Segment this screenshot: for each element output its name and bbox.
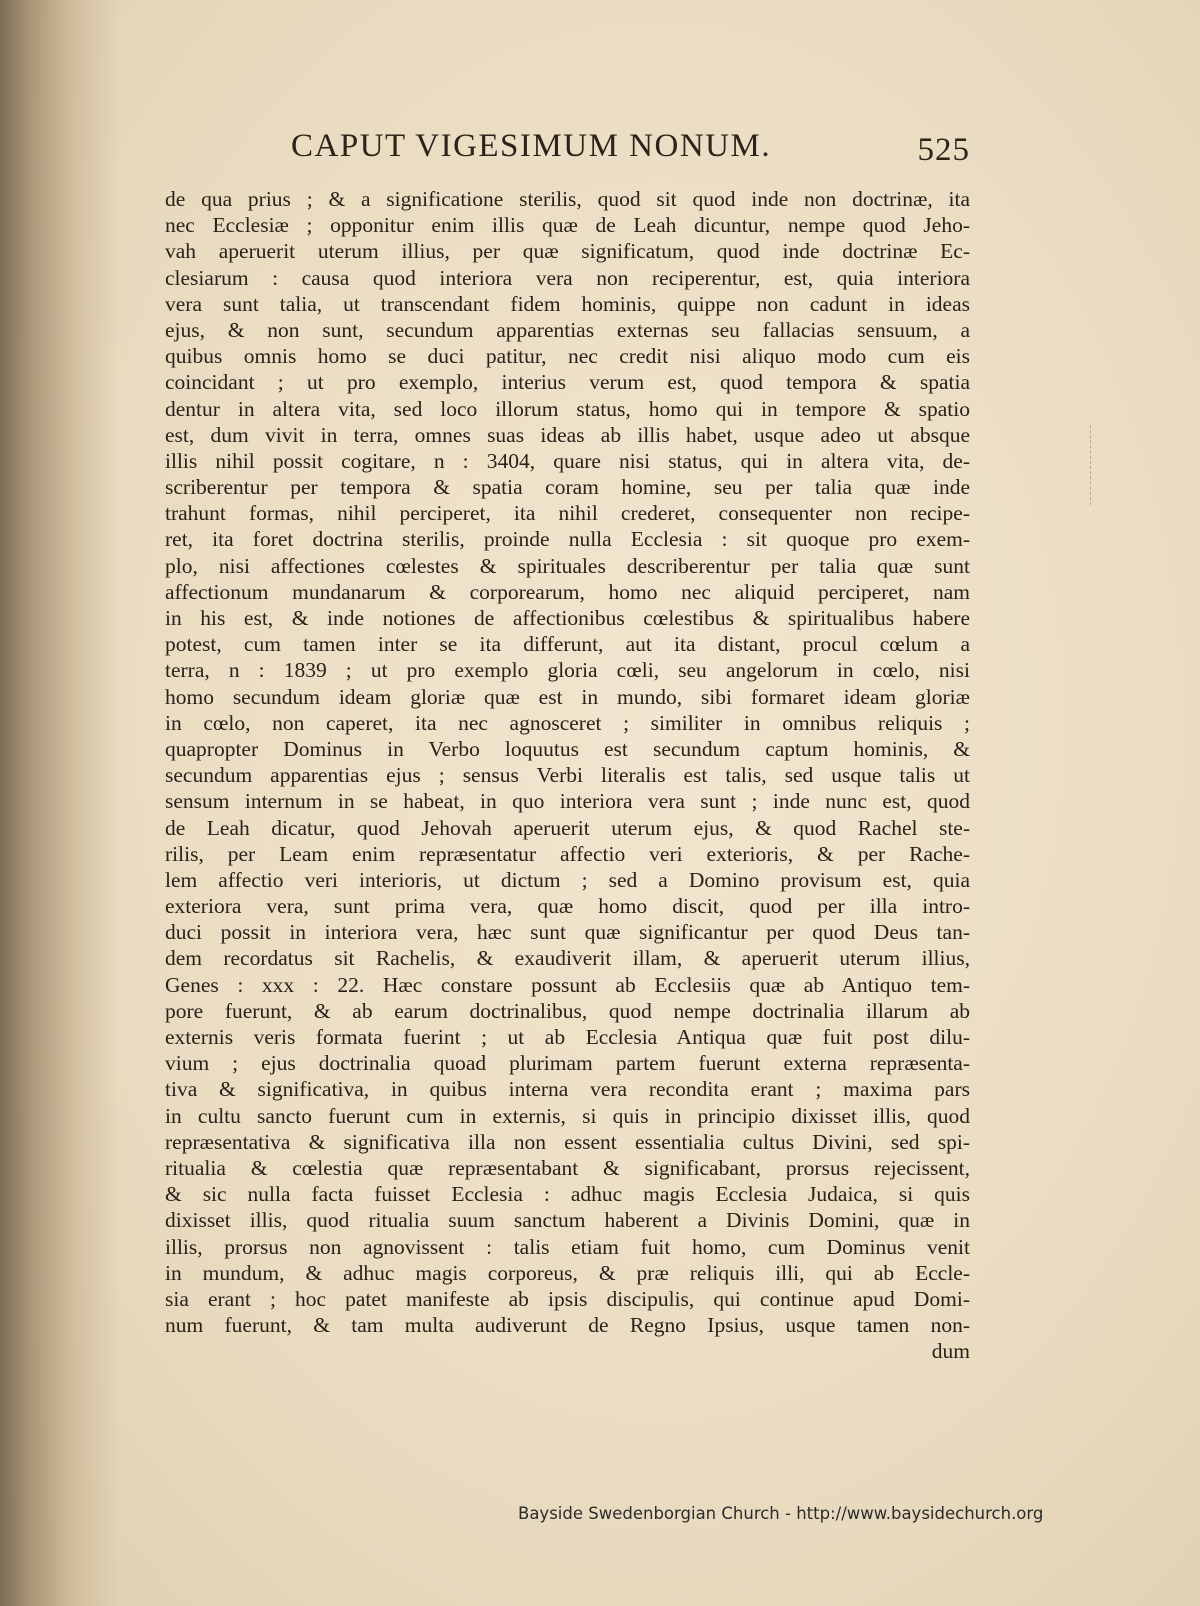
text-line: ejus, & non sunt, secundum apparentias externas seu fallacias sensuum, a [165,317,970,342]
text-line: in his est, & inde notiones de affectionibus cœlestibus & spiritualibus habere [165,606,970,630]
text-line: dem recordatus sit Rachelis, & exaudiverit illam, & aperuerit uterum illius, [165,946,970,971]
text-line: num fuerunt, & tam multa audiverunt de Regno Ipsius, usque tamen non- [165,1313,970,1338]
text-line: quapropter Dominus in Verbo loquutus est secundum captum hominis, & [165,736,970,761]
body-text [165,186,970,1364]
text-line: affectionum mundanarum & corporearum, homo nec aliquid perciperet, nam [165,579,970,604]
text-line: dixisset illis, quod ritualia suum sanctum haberent a Divinis Domini, quæ in [165,1208,970,1233]
text-line: dentur in altera vita, sed loco illorum status, homo qui in tempore & spatio [165,396,970,421]
text-line: quibus omnis homo se duci patitur, nec credit nisi aliquo modo cum eis [165,344,970,369]
text-line: trahunt formas, nihil perciperet, ita nihil crederet, consequenter non recipe- [165,501,970,526]
text-line: in mundum, & adhuc magis corporeus, & præ reliquis illi, qui ab Eccle- [165,1260,970,1285]
page-number: 525 [917,132,970,168]
text-line: clesiarum : causa quod interiora vera non reciperentur, est, quia interiora [165,265,970,290]
text-line: exteriora vera, sunt prima vera, quæ homo discit, quod per illa intro- [165,894,970,919]
text-line: scriberentur per tempora & spatia coram homine, seu per talia quæ inde [165,475,970,500]
text-line: vium ; ejus doctrinalia quoad plurimam partem fuerunt externa repræsenta- [165,1051,970,1076]
text-line: potest, cum tamen inter se ita differunt, aut ita distant, procul cœlum a [165,632,970,657]
text-line: externis veris formata fuerint ; ut ab Ecclesia Antiqua quæ fuit post dilu- [165,1025,970,1049]
text-line: pore fuerunt, & ab earum doctrinalibus, quod nempe doctrinalia illarum ab [165,998,970,1023]
text-line: sensum internum in se habeat, in quo interiora vera sunt ; inde nunc est, quod [165,789,970,814]
margin-pencil-marks [1090,425,1103,505]
text-line: illis nihil possit cogitare, n : 3404, quare nisi status, qui in altera vita, de- [165,448,970,473]
text-line: de qua prius ; & a significatione sterilis, quod sit quod inde non doctrinæ, ita [165,187,970,211]
text-line: Genes : xxx : 22. Hæc constare possunt ab Ecclesiis quæ ab Antiquo tem- [165,972,970,997]
text-line: in cœlo, non caperet, ita nec agnosceret ; similiter in omnibus reliquis ; [165,710,970,735]
text-line: & sic nulla facta fuisset Ecclesia : adhuc magis Ecclesia Judaica, si quis [165,1182,970,1207]
text-line: duci possit in interiora vera, hæc sunt quæ significantur per quod Deus tan- [165,920,970,945]
text-line: est, dum vivit in terra, omnes suas ideas ab illis habet, usque adeo ut absque [165,422,970,447]
page-header [165,128,970,178]
text-line: secundum apparentias ejus ; sensus Verbi literalis est talis, sed usque talis ut [165,763,970,788]
text-line: repræsentativa & significativa illa non essent essentialia cultus Divini, sed spi- [165,1129,970,1154]
text-line: de Leah dicatur, quod Jehovah aperuerit uterum ejus, & quod Rachel ste- [165,815,970,840]
text-line: ritualia & cœlestia quæ repræsentabant & significabant, prorsus rejecissent, [165,1155,970,1180]
running-title: CAPUT VIGESIMUM NONUM. [291,128,772,164]
catchword: dum [931,1339,970,1364]
binding-gutter-shadow [0,0,120,1606]
text-line: coincidant ; ut pro exemplo, interius verum est, quod tempora & spatia [165,370,970,395]
text-line: illis, prorsus non agnovissent : talis etiam fuit homo, cum Dominus venit [165,1234,970,1259]
text-line: vera sunt talia, ut transcendant fidem hominis, quippe non cadunt in ideas [165,291,970,316]
footer-credit: Bayside Swedenborgian Church - http://www.baysidechurch.org [518,1504,1044,1523]
text-line: homo secundum ideam gloriæ quæ est in mundo, sibi formaret ideam gloriæ [165,684,970,709]
text-line: ret, ita foret doctrina sterilis, proinde nulla Ecclesia : sit quoque pro exem- [165,527,970,552]
text-line: tiva & significativa, in quibus interna vera recondita erant ; maxima pars [165,1077,970,1102]
text-line: in cultu sancto fuerunt cum in externis, si quis in principio dixisset illis, quod [165,1103,970,1128]
text-line: plo, nisi affectiones cœlestes & spirituales describerentur per talia quæ sunt [165,553,970,578]
text-line: rilis, per Leam enim repræsentatur affectio veri exterioris, & per Rache- [165,841,970,866]
text-line: sia erant ; hoc patet manifeste ab ipsis discipulis, qui continue apud Domi- [165,1286,970,1311]
text-line: nec Ecclesiæ ; opponitur enim illis quæ de Leah dicuntur, nempe quod Jeho- [165,213,970,238]
text-line: vah aperuerit uterum illius, per quæ significatum, quod inde doctrinæ Ec- [165,239,970,264]
text-line: lem affectio veri interioris, ut dictum ; sed a Domino provisum est, quia [165,867,970,892]
text-line: terra, n : 1839 ; ut pro exemplo gloria cœli, seu angelorum in cœlo, nisi [165,658,970,683]
